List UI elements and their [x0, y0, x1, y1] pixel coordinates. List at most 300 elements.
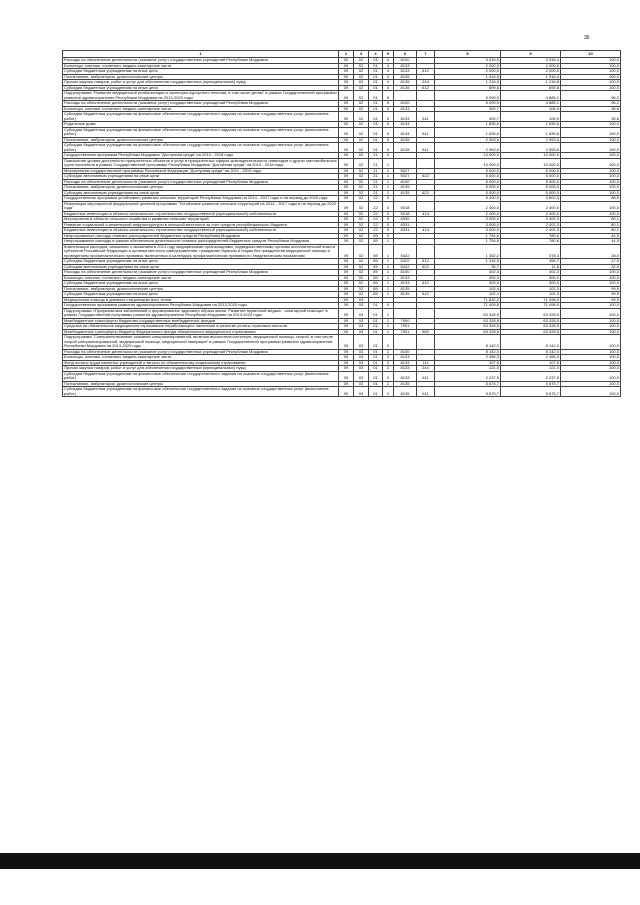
row-cell: 1 916,5: [435, 74, 501, 80]
row-cell: 1: [383, 292, 394, 298]
row-cell: 02: [354, 69, 369, 75]
row-cell: 10 000,0: [435, 153, 501, 159]
row-cell: 5 400,0: [435, 196, 501, 202]
row-cell: 8135: [394, 137, 417, 143]
row-description: Расходы на обеспечение деятельности (оказание услуг) государственных учреждений Республики Мордовия: [63, 101, 339, 107]
row-description: Государственная программа устойчивого развития сельских территорий Республики Мордовия на 2014 - 2017 годы и на период до 2020 года: [63, 196, 339, 202]
row-cell: 89: [369, 275, 383, 281]
row-description: Подпрограмма «Профилактика заболеваний и формирование здорового образа жизни. Развитие первичной медико - санитарной помощи» в рамках Государственной программы развития здравоохранения Республики Мордовия на 2013-2020 годы: [63, 308, 339, 318]
row-description: Поликлиники, амбулатории, диагностические центры: [63, 185, 339, 191]
row-cell: 100,0: [561, 281, 621, 287]
row-cell: 100,0: [561, 308, 621, 318]
row-cell: 02: [354, 143, 369, 153]
row-cell: 100,0: [561, 201, 621, 211]
row-cell: 2 963,6: [435, 143, 501, 153]
row-cell: 02: [354, 259, 369, 265]
row-cell: 09: [339, 168, 354, 174]
row-cell: 3 000,0: [435, 228, 501, 234]
row-cell: 99,9: [561, 292, 621, 298]
column-header: 8: [435, 51, 501, 58]
row-cell: 80,1: [561, 217, 621, 223]
row-description: Прочая закупка товаров, работ и услуг для обеспечения государственных (муниципальных) нужд: [63, 366, 339, 372]
row-description: Больницы, клиники, госпитали, медико-санитарные части: [63, 275, 339, 281]
row-cell: 09: [339, 303, 354, 309]
row-cell: 300,0: [501, 275, 561, 281]
row-cell: 02: [354, 58, 369, 64]
row-cell: 03: [354, 324, 369, 330]
table-row: [63, 127, 621, 137]
row-cell: 8100: [394, 58, 417, 64]
row-cell: 100,0: [561, 360, 621, 366]
row-cell: 1 835,6: [435, 122, 501, 128]
row-cell: 02: [354, 217, 369, 223]
row-cell: 09: [339, 112, 354, 122]
row-cell: 89: [369, 286, 383, 292]
row-cell: 100,0: [561, 137, 621, 143]
row-cell: 09: [339, 137, 354, 143]
row-cell: 01: [369, 101, 383, 107]
row-cell: 02: [354, 63, 369, 69]
row-cell: [394, 91, 417, 101]
row-cell: 4: [383, 63, 394, 69]
row-cell: 63 328,5: [435, 308, 501, 318]
row-cell: 01: [369, 80, 383, 86]
row-cell: 2 953,6: [501, 143, 561, 153]
row-cell: 5 675,7: [435, 387, 501, 397]
row-cell: 01: [369, 127, 383, 137]
row-cell: 02: [354, 196, 369, 202]
row-cell: 100,0: [561, 63, 621, 69]
row-cell: 0: [383, 303, 394, 309]
row-cell: [417, 335, 435, 350]
row-cell: 2 466,3: [435, 355, 501, 361]
row-cell: 99,5: [561, 297, 621, 303]
row-cell: 100,0: [561, 387, 621, 397]
row-cell: 22: [369, 217, 383, 223]
row-cell: 414: [417, 228, 435, 234]
row-cell: 09: [339, 80, 354, 86]
row-cell: 21: [369, 158, 383, 168]
row-cell: 09: [339, 58, 354, 64]
row-cell: 1 754,6: [435, 239, 501, 245]
row-cell: 89: [369, 281, 383, 287]
row-cell: 1: [383, 158, 394, 168]
row-cell: 8135: [394, 387, 417, 397]
row-cell: 03: [354, 329, 369, 335]
row-cell: 2 000,0: [435, 69, 501, 75]
row-cell: 1: [383, 286, 394, 292]
row-cell: 5: [383, 143, 394, 153]
row-cell: 4: [383, 74, 394, 80]
row-description: Родильные дома: [63, 122, 339, 128]
row-cell: 8133: [394, 281, 417, 287]
row-cell: 01: [369, 74, 383, 80]
row-description: Непрограммные расходы главных распорядителей бюджетных средств Республики Мордовия: [63, 233, 339, 239]
row-cell: 02: [354, 174, 369, 180]
row-cell: 699,6: [501, 85, 561, 91]
row-cell: 09: [339, 101, 354, 107]
row-cell: 09: [339, 275, 354, 281]
row-cell: 5: [383, 106, 394, 112]
row-cell: 5422: [394, 264, 417, 270]
row-cell: 612: [417, 69, 435, 75]
row-cell: 09: [339, 143, 354, 153]
row-cell: 09: [339, 264, 354, 270]
row-cell: 560: [417, 329, 435, 335]
row-cell: 2 000,0: [501, 69, 561, 75]
row-cell: 09: [339, 127, 354, 137]
row-cell: 2 402,3: [501, 228, 561, 234]
row-description: Повышение уровня доступности приоритетных объектов и услуг в приоритетных сферах жизнедеятельности инвалидов и других маломобильных групп населения в рамках Государственной программы Республики Мордовия "Доступная среда" на 2014 - 2018 годы: [64, 158, 337, 167]
row-cell: 02: [354, 101, 369, 107]
table-row: [63, 158, 621, 168]
row-cell: 5027: [394, 168, 417, 174]
row-cell: 622: [417, 264, 435, 270]
row-cell: 02: [354, 179, 369, 185]
row-cell: 100,0: [561, 168, 621, 174]
row-cell: 100,0: [561, 366, 621, 372]
row-cell: 63 328,5: [501, 318, 561, 324]
row-cell: 02: [354, 270, 369, 276]
row-cell: 09: [339, 360, 354, 366]
row-cell: 2: [383, 381, 394, 387]
row-cell: 3 916,5: [435, 58, 501, 64]
row-cell: 44,5: [561, 233, 621, 239]
row-cell: 102,4: [435, 286, 501, 292]
row-description: Субсидии автономным учреждениям на иные цели: [63, 264, 339, 270]
row-cell: [394, 308, 417, 318]
row-cell: 02: [354, 185, 369, 191]
row-cell: 09: [339, 190, 354, 196]
row-cell: 09: [339, 228, 354, 234]
column-header: 3: [354, 51, 369, 58]
table-row: [63, 112, 621, 122]
row-cell: 02: [354, 137, 369, 143]
row-cell: 8134: [394, 122, 417, 128]
row-cell: 01: [369, 58, 383, 64]
row-cell: 102,3: [501, 292, 561, 298]
row-cell: 21: [369, 179, 383, 185]
column-header: 5: [383, 51, 394, 58]
row-cell: 121,0: [435, 366, 501, 372]
row-description: Поликлиники, амбулатории, диагностические центры: [63, 74, 339, 80]
column-header: 10: [561, 51, 621, 58]
row-cell: 02: [354, 168, 369, 174]
row-cell: 88,9: [561, 196, 621, 202]
row-cell: 03: [354, 297, 369, 303]
row-description: Больницы, клиники, госпитали, медико-санитарные части: [63, 355, 339, 361]
row-cell: 8133: [394, 106, 417, 112]
row-description: Субсидии бюджетным учреждениям на финансовое обеспечение государственного задания на оказание государственных услуг (выполнение работ): [63, 371, 339, 381]
row-cell: 09: [339, 74, 354, 80]
row-cell: 780,6: [501, 239, 561, 245]
row-cell: 02: [354, 286, 369, 292]
row-cell: 300,0: [435, 275, 501, 281]
row-cell: 5 000,0: [501, 185, 561, 191]
row-description: Мероприятия в области сельского хозяйства и развития сельских территорий: [63, 217, 339, 223]
row-cell: 09: [339, 91, 354, 101]
row-cell: [417, 91, 435, 101]
row-cell: 03: [354, 366, 369, 372]
row-cell: 80,1: [561, 222, 621, 228]
row-cell: 612: [417, 292, 435, 298]
row-cell: 1: [383, 318, 394, 324]
row-cell: 7901: [394, 324, 417, 330]
row-cell: 09: [339, 308, 354, 318]
row-cell: 4: [383, 85, 394, 91]
row-cell: 100,0: [561, 158, 621, 168]
row-cell: 01: [369, 355, 383, 361]
row-description: Больницы, клиники, госпитали, медико-санитарные части: [63, 63, 339, 69]
row-cell: 22: [369, 211, 383, 217]
row-cell: 0: [383, 153, 394, 159]
row-cell: 100,0: [561, 69, 621, 75]
row-cell: 09: [339, 222, 354, 228]
row-cell: 1 835,6: [501, 127, 561, 137]
row-description: Расходы на обеспечение деятельности (оказание услуг) государственных учреждений Республики Мордовия: [63, 58, 339, 64]
row-cell: 300,7: [435, 106, 501, 112]
row-cell: 3 000,0: [435, 222, 501, 228]
row-cell: 03: [354, 387, 369, 397]
row-description: Фонд оплаты труда казенных учреждений и взносы по обязательному социальному страхованию: [63, 360, 339, 366]
row-cell: 5 000,0: [501, 179, 561, 185]
row-cell: 5 000,0: [435, 190, 501, 196]
row-cell: 02: [354, 127, 369, 137]
row-cell: 02: [354, 264, 369, 270]
row-description: Субсидии бюджетным учреждениям на финансовое обеспечение государственного задания на оказание государственных услуг (выполнение работ): [63, 143, 339, 153]
table-row: [63, 244, 621, 259]
row-description: Мероприятия государственной программы Российской Федерации "Доступная среда" на 2011 - 2015 годы: [63, 168, 339, 174]
row-cell: 0: [383, 211, 394, 217]
row-description: Субсидии бюджетным учреждениям на иные цели: [63, 259, 339, 265]
row-cell: 01: [369, 318, 383, 324]
row-cell: 02: [354, 112, 369, 122]
row-cell: 09: [339, 286, 354, 292]
row-cell: 22: [369, 222, 383, 228]
row-cell: 44,5: [561, 239, 621, 245]
row-cell: 71 498,5: [501, 297, 561, 303]
row-cell: 5027: [394, 174, 417, 180]
row-description: Поликлиники, амбулатории, диагностические центры: [63, 137, 339, 143]
row-cell: 09: [339, 318, 354, 324]
row-cell: 09: [339, 387, 354, 397]
row-cell: 100,0: [561, 58, 621, 64]
row-cell: 02: [354, 190, 369, 196]
row-description: Бюджетные инвестиции в объекты капитального строительства государственной (муниципальной) собственности: [63, 211, 339, 217]
row-cell: 28,0: [561, 244, 621, 259]
row-description: Государственная программа Республики Мордовия "Доступная среда" на 2014 - 2018 годы: [63, 153, 339, 159]
row-cell: 09: [339, 106, 354, 112]
row-cell: 02: [354, 244, 369, 259]
row-cell: [417, 244, 435, 259]
row-cell: 8135: [394, 381, 417, 387]
row-description: Субсидии бюджетным учреждениям на финансовое обеспечение государственного задания на оказание государственных услуг (выполнение работ): [63, 387, 339, 397]
row-cell: 09: [339, 270, 354, 276]
row-cell: 0: [383, 222, 394, 228]
row-cell: 8135: [394, 190, 417, 196]
row-description: Субсидии бюджетным учреждениям на иные цели: [63, 85, 339, 91]
row-cell: 8100: [394, 349, 417, 355]
row-cell: 2: [383, 387, 394, 397]
row-description: Больницы, клиники, госпитали, медико-санитарные части: [63, 106, 339, 112]
row-cell: 5 000,0: [501, 168, 561, 174]
row-description: Межбюджетные трансферты бюджетам государственных внебюджетных фондов: [63, 318, 339, 324]
row-cell: 71 498,5: [501, 303, 561, 309]
row-cell: 8 142,0: [435, 335, 501, 350]
row-cell: 1 916,4: [501, 74, 561, 80]
row-cell: 100,0: [561, 153, 621, 159]
row-cell: 107,6: [435, 360, 501, 366]
row-cell: 09: [339, 179, 354, 185]
row-cell: 21: [369, 168, 383, 174]
row-cell: 0: [383, 201, 394, 211]
row-cell: 8100: [394, 179, 417, 185]
row-cell: 09: [339, 244, 354, 259]
table-row: [63, 335, 621, 350]
row-cell: 5 000,0: [501, 190, 561, 196]
row-description: Поликлиники, амбулатории, диагностические центры: [63, 381, 339, 387]
row-cell: 27,9: [561, 259, 621, 265]
row-cell: 300,7: [435, 112, 501, 122]
row-cell: 96,2: [561, 91, 621, 101]
row-description: Бюджетные инвестиции в объекты капитального строительства государственной (муниципальной) собственности: [63, 228, 339, 234]
row-cell: 2: [383, 371, 394, 381]
row-cell: 0: [383, 233, 394, 239]
row-cell: 02: [354, 275, 369, 281]
row-cell: 10 000,0: [435, 158, 501, 168]
row-cell: 8331: [394, 228, 417, 234]
row-cell: 21: [369, 185, 383, 191]
row-cell: 09: [339, 85, 354, 91]
row-cell: 09: [339, 324, 354, 330]
row-cell: 1: [383, 281, 394, 287]
row-cell: 35,7: [435, 264, 501, 270]
row-cell: 8 142,0: [501, 335, 561, 350]
row-cell: 100,0: [561, 371, 621, 381]
row-cell: 5 000,0: [435, 168, 501, 174]
row-description: Медицинская помощь в дневных стационарах всех типов: [63, 297, 339, 303]
row-cell: 89: [369, 233, 383, 239]
row-cell: 622: [417, 190, 435, 196]
row-cell: 5 099,9: [435, 101, 501, 107]
row-cell: 02: [354, 292, 369, 298]
row-cell: 8135: [394, 286, 417, 292]
row-cell: 1: [383, 185, 394, 191]
row-cell: 02: [354, 74, 369, 80]
row-cell: 1 216,9: [435, 80, 501, 86]
row-cell: 300,0: [435, 281, 501, 287]
row-cell: 100,0: [561, 127, 621, 137]
row-cell: 7900: [394, 318, 417, 324]
row-cell: 80,1: [561, 228, 621, 234]
row-cell: 02: [354, 228, 369, 234]
row-cell: 8134: [394, 127, 417, 137]
row-cell: 09: [339, 335, 354, 350]
row-cell: 100,0: [561, 185, 621, 191]
row-cell: 35,6: [561, 106, 621, 112]
row-cell: 8133: [394, 371, 417, 381]
row-cell: [417, 201, 435, 211]
row-cell: 622: [417, 174, 435, 180]
row-description: Средства на обязательное медицинское страхование неработающего населения в качестве уплаты страховых взносов: [63, 324, 339, 330]
row-cell: 102,4: [435, 292, 501, 298]
row-cell: 09: [339, 174, 354, 180]
row-cell: 01: [369, 63, 383, 69]
row-cell: 402,4: [435, 270, 501, 276]
row-cell: 02: [354, 91, 369, 101]
row-cell: 09: [339, 196, 354, 202]
row-description: Субсидии автономным учреждениям на иные цели: [63, 190, 339, 196]
row-cell: 89: [369, 270, 383, 276]
row-description: Подпрограмма "Совершенствование оказания специализированной, включая высокотехнологичную, медицинской помощи, скорой, в том числе скорой специализированной, медицинской помощи, медицинской эвакуации" в рамках Государственной программы развития здравоохранения Республики Мордовия на 2013-2020 годы: [63, 335, 339, 350]
row-cell: 2 237,5: [435, 371, 501, 381]
row-cell: 1 216,8: [501, 80, 561, 86]
row-description: Субсидии бюджетным учреждениям на финансовое обеспечение государственного задания на оказание государственных услуг (выполнение работ): [63, 112, 339, 122]
row-cell: 01: [369, 137, 383, 143]
table-header-row: [63, 51, 621, 58]
row-cell: 5 000,0: [501, 174, 561, 180]
row-cell: 01: [369, 106, 383, 112]
row-cell: 02: [354, 222, 369, 228]
row-cell: 09: [339, 259, 354, 265]
row-cell: 100,0: [561, 80, 621, 86]
row-cell: 02: [354, 158, 369, 168]
row-cell: 8133: [394, 360, 417, 366]
row-cell: 03: [354, 360, 369, 366]
row-cell: 02: [354, 122, 369, 128]
row-cell: 01: [369, 303, 383, 309]
row-cell: 01: [369, 69, 383, 75]
row-cell: 8 142,0: [501, 349, 561, 355]
row-cell: 4 885,1: [501, 91, 561, 101]
row-description: Поликлиники, амбулатории, диагностические центры: [63, 286, 339, 292]
row-cell: 2 400,0: [501, 211, 561, 217]
row-cell: 5: [383, 91, 394, 101]
row-description: Прочая закупка товаров, работ и услуг для обеспечения государственных (муниципальных) нужд: [63, 80, 339, 86]
row-cell: 8100: [394, 270, 417, 276]
row-cell: 8135: [394, 185, 417, 191]
row-description: Реализация мероприятий федеральной целевой программы "Устойчивое развитие сельских территорий на 2014 - 2017 годы и на период до 2020 года": [63, 201, 339, 211]
row-cell: 100,0: [561, 303, 621, 309]
row-cell: [394, 335, 417, 350]
row-description: Субсидии бюджетным учреждениям на финансовое обеспечение государственного задания на оказание государственных услуг (выполнение работ): [63, 127, 339, 137]
row-cell: 5: [383, 112, 394, 122]
row-cell: 2: [383, 366, 394, 372]
row-cell: 4 885,1: [501, 101, 561, 107]
row-cell: 8135: [394, 85, 417, 91]
row-cell: 1: [383, 275, 394, 281]
row-cell: 100,0: [561, 190, 621, 196]
row-cell: 8331: [394, 222, 417, 228]
row-cell: 1: [383, 174, 394, 180]
row-cell: 09: [339, 281, 354, 287]
row-cell: 09: [339, 349, 354, 355]
row-cell: 63 328,5: [501, 324, 561, 330]
row-cell: 699,6: [435, 85, 501, 91]
row-cell: 71 409,8: [435, 303, 501, 309]
row-cell: 03: [354, 349, 369, 355]
row-cell: 71 832,2: [435, 297, 501, 303]
row-description: Подпрограмма "Развитие медицинской реабилитации и санаторно-курортного лечения, в том числе детям" в рамках Государственной программы развития здравоохранения Республики Мордовия на 2013-2020 годы: [64, 90, 337, 100]
row-cell: 02: [354, 80, 369, 86]
row-cell: 300,0: [501, 281, 561, 287]
row-cell: 0: [383, 217, 394, 223]
row-cell: 01: [369, 371, 383, 381]
row-cell: 4: [383, 58, 394, 64]
row-cell: 03: [354, 371, 369, 381]
row-cell: 02: [354, 239, 369, 245]
row-cell: 09: [339, 239, 354, 245]
